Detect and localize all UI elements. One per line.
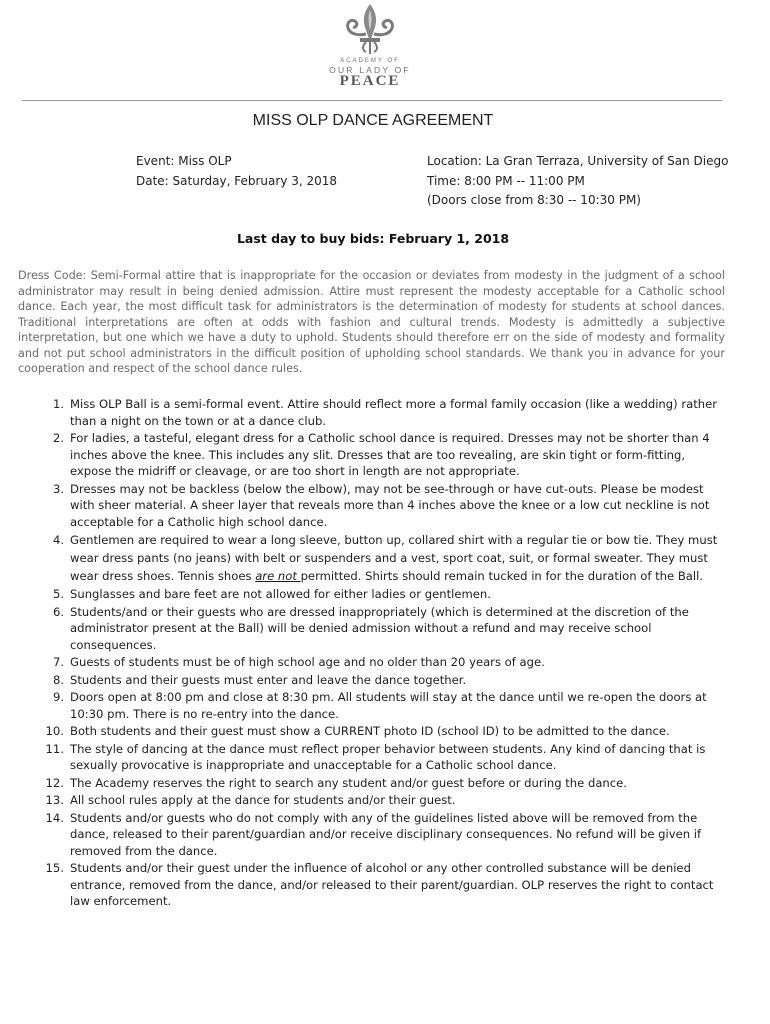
- rule-item: [18, 396, 730, 429]
- fleur-de-lis-icon: [320, 0, 420, 58]
- rule-text: All school rules apply at the dance for students and/or their guest.: [70, 793, 456, 807]
- rule-item: [18, 654, 730, 671]
- rule-item: [18, 689, 730, 722]
- rule-item: [18, 860, 730, 910]
- rule-number: 4.: [52, 533, 64, 547]
- rule-item: [18, 604, 730, 654]
- rule-number: 9.: [52, 690, 64, 704]
- rule-text: Sunglasses and bare feet are not allowed for either ladies or gentlemen.: [70, 587, 491, 601]
- rule-item: [18, 481, 730, 531]
- rule-text: The Academy reserves the right to search any student and/or guest before or during the dance.: [70, 775, 627, 790]
- rule-number: 14.: [45, 810, 64, 825]
- school-logo: [320, 0, 420, 92]
- rule-item: [18, 741, 730, 774]
- rule-number: 12.: [45, 775, 64, 790]
- rule-number: 5.: [52, 587, 64, 601]
- rule-item: [18, 792, 730, 809]
- event-name: Event: Miss OLP: [136, 154, 232, 168]
- rule-item: [18, 775, 730, 792]
- rule-text: Gentlemen are required to wear a long sleeve, button up, collared shirt with a regular tie or bow tie. They must wear dress pants (no jeans) with belt or suspenders and a vest, sport coat, suit, or formal sweater. They must wear dress shoes. Tennis shoes: [70, 533, 718, 583]
- rule-item: [18, 531, 730, 585]
- rule-item: [18, 672, 730, 689]
- rule-item: [18, 723, 730, 740]
- rule-number: 15.: [45, 861, 64, 875]
- rule-text: Doors open at 8:00 pm and close at 8:30 pm. All students will stay at the dance until we re-open the doors at 10:30 pm. There is no re-entry into the dance.: [70, 690, 707, 721]
- event-info-right: [427, 152, 728, 211]
- rule-number: 6.: [52, 604, 64, 619]
- rule-text: Students and their guests must enter and leave the dance together.: [70, 672, 467, 687]
- rule-text: The style of dancing at the dance must reflect proper behavior between students. Any kind of dancing that is sexually provocative is inappropriate and unacceptable for a Catholic school dance.: [70, 741, 706, 772]
- rule-item: [18, 810, 730, 860]
- event-info-left: [136, 152, 337, 191]
- last-day-to-buy-bids: Last day to buy bids: February 1, 2018: [236, 231, 510, 246]
- rule-item: [18, 430, 730, 480]
- rule-item: [18, 586, 730, 603]
- event-location: Location: La Gran Terraza, University of San Diego: [427, 154, 729, 168]
- logo-our-lady-of: OUR LADY OF: [329, 65, 411, 75]
- document-title: MISS OLP DANCE AGREEMENT: [252, 112, 494, 129]
- rule-text: Students/and or their guests who are dressed inappropriately (which is determined at the discretion of the administrator present at the Ball) will be denied admission without a refund and may receive school consequences.: [70, 604, 689, 652]
- rule-text: Both students and their guest must show a CURRENT photo ID (school ID) to be admitted to the dance.: [70, 724, 670, 738]
- rules-list: [18, 396, 730, 911]
- event-date: Date: Saturday, February 3, 2018: [136, 173, 338, 188]
- rule-text: Students and/or guests who do not comply with any of the guidelines listed above will be removed from the dance, released to their parent/guardian and/or receive disciplinary consequences. No refund will be given if removed from the dance.: [70, 810, 702, 858]
- rule-number: 1.: [52, 397, 64, 411]
- rule-number: 2.: [52, 431, 64, 445]
- rule-text: Dresses may not be backless (below the elbow), may not be see-through or have cut-outs. Please be modest with sheer material. A sheer layer that reveals more than 4 inches above the knee or a low cut neckline is not acceptable for a Catholic high school dance.: [70, 481, 710, 529]
- rule-number: 3.: [52, 481, 64, 496]
- logo-peace: PEACE: [339, 73, 401, 89]
- rule-number: 7.: [52, 655, 64, 669]
- rule-text: Students and/or their guest under the influence of alcohol or any other controlled substance will be denied entrance, removed from the dance, and/or released to their parent/guardian. OLP reserves the right to contact law enforcement.: [70, 861, 714, 908]
- rule-number: 11.: [45, 741, 64, 756]
- logo-academy-of: ACADEMY OF: [340, 58, 400, 64]
- rule-text: Guests of students must be of high school age and no older than 20 years of age.: [70, 655, 545, 669]
- rule-number: 13.: [45, 793, 64, 807]
- rule-text-emphasis: are not: [255, 569, 301, 583]
- event-time: Time: 8:00 PM -- 11:00 PM: [427, 173, 585, 188]
- rule-text: For ladies, a tasteful, elegant dress for a Catholic school dance is required. Dresses may not be shorter than 4 inches above the knee. This includes any slit. Dresses that are too revealing, are skin tight or form-fitting, expose the midriff or cleavage, or are too short in length are not appropriate.: [70, 431, 710, 478]
- rule-number: 10.: [45, 724, 64, 738]
- event-doors: (Doors close from 8:30 -- 10:30 PM): [427, 193, 641, 207]
- rule-text: permitted. Shirts should remain tucked in for the duration of the Ball.: [300, 569, 704, 583]
- dress-code-paragraph: Dress Code: Semi-Formal attire that is inappropriate for the occasion or deviates from modesty in the judgment of a school administrator may result in being denied admission. Attire must represent the modesty acceptable for a Catholic school dance. Each year, the most difficult task for administrators is the determination of modesty for students at school dances. Traditional interpretations are often at odds with fashion and cultural trends. Modesty is admittedly a subjective interpretation, but one which we have a duty to uphold. Students should therefore err on the side of modesty and formality and not put school administrators in the difficult position of upholding school standards. We thank you in advance for your cooperation and respect of the school dance rules.: [18, 269, 725, 375]
- header-divider: [22, 100, 722, 101]
- rule-text: Miss OLP Ball is a semi-formal event. Attire should reflect more a formal family occasion (like a wedding) rather than a night on the town or at a dance club.: [70, 397, 717, 428]
- rule-number: 8.: [52, 672, 64, 687]
